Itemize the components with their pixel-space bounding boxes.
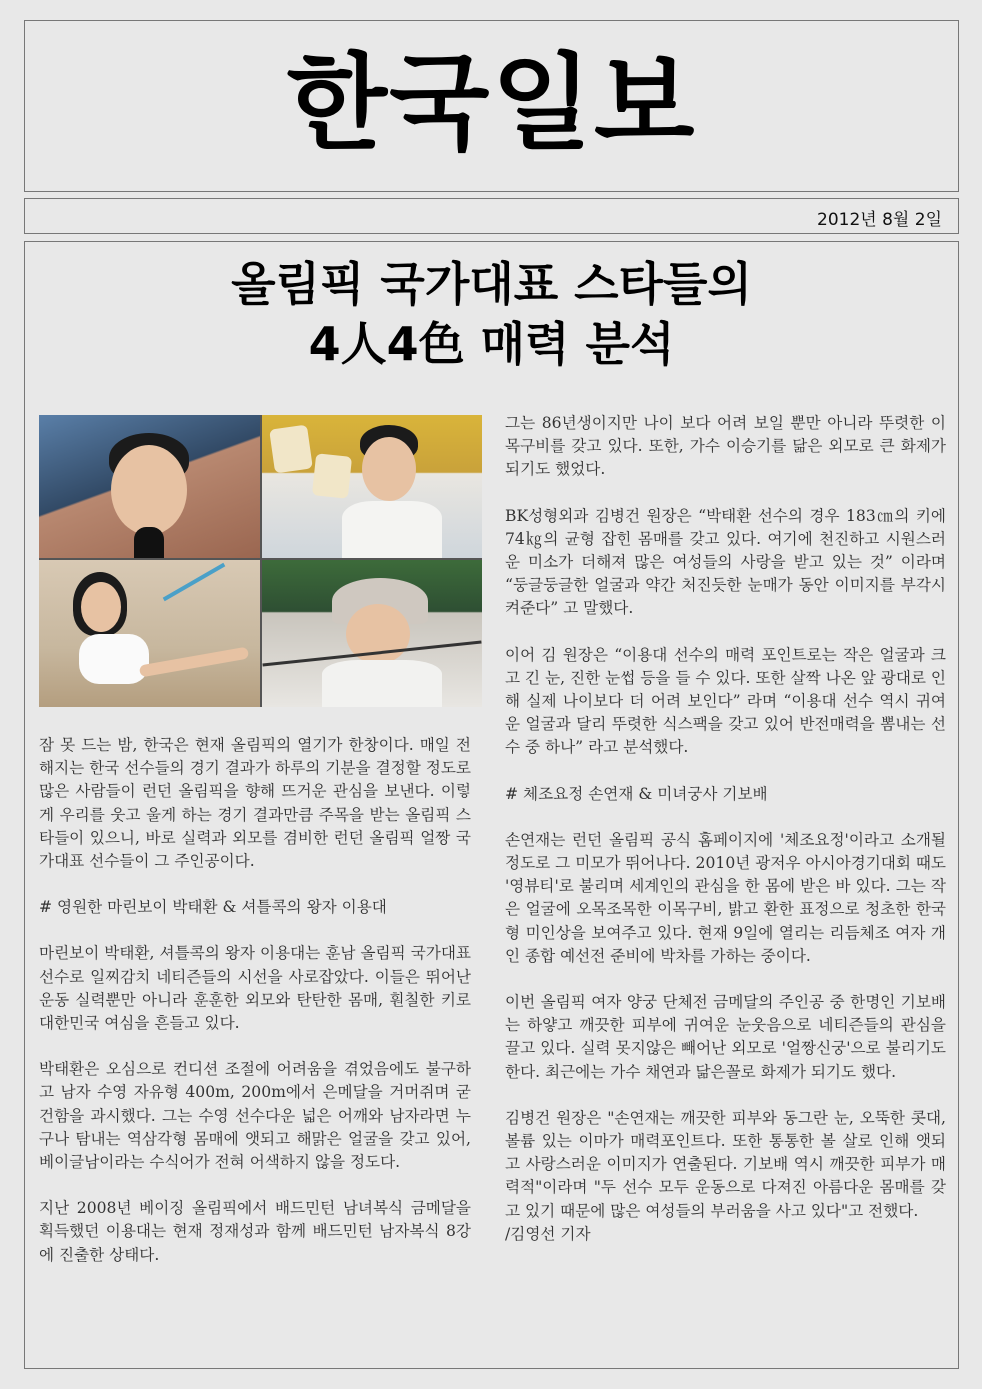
archer-photo [262, 560, 482, 707]
headline-line-1: 올림픽 국가대표 스타들의 [231, 257, 752, 311]
left-column [39, 734, 471, 1290]
section-heading: # 영원한 마린보이 박태환 & 셔틀콕의 왕자 이용대 [39, 898, 387, 917]
paragraph: 이어 김 원장은 “이용대 선수의 매력 포인트로는 작은 얼굴과 크고 긴 눈, 진한 눈썹 등을 들 수 있다. 또한 살짝 나온 앞 광대로 인해 실제 나이보다 더 어려 보인다” 라며 “이용대 선수 역시 귀여운 얼굴과 달리 뚜렷한 식스팩을 갖고 있어 반전매력을 뽐내는 선수 중 하나” 라고 분석했다. [505, 645, 946, 757]
swimmer-photo [39, 415, 260, 558]
article [24, 241, 959, 1369]
right-column [505, 412, 946, 1269]
paragraph: 이번 올림픽 여자 양궁 단체전 금메달의 주인공 중 한명인 기보배는 하얗고 깨끗한 피부에 귀여운 눈웃음으로 네티즌들의 관심을 끌고 있다. 실력 못지않은 빼어난 외모로 '얼짱신궁'으로 불리기도 한다. 최근에는 가수 채연과 닮은꼴로 화제가 되기도 했다. [505, 993, 946, 1081]
paragraph: 박태환은 오심으로 컨디션 조절에 어려움을 겪었음에도 불구하고 남자 수영 자유형 400m, 200m에서 은메달을 거머쥐며 굳건함을 과시했다. 그는 수영 선수다운 넓은 어깨와 남자라면 누구나 탐내는 역삼각형 몸매에 앳되고 해맑은 얼굴을 갖고 있어, 베이글남이라는 수식어가 전혀 어색하지 않을 정도다. [39, 1060, 471, 1172]
date-bar [24, 198, 959, 234]
paragraph: BK성형외과 김병건 원장은 “박태환 선수의 경우 183㎝의 키에 74㎏의 균형 잡힌 몸매를 갖고 있다. 여기에 천진하고 시원스러운 미소가 더해져 많은 여성들의 사랑을 받고 있는 것” 이라며 “둥글둥글한 얼굴과 약간 처진듯한 눈매가 동안 이미지를 부각시켜준다” 고 말했다. [505, 506, 946, 618]
athletes-photo-collage [39, 415, 482, 707]
headline [25, 254, 958, 374]
badminton-player-photo [262, 415, 482, 558]
paragraph: 김병건 원장은 "손연재는 깨끗한 피부와 동그란 눈, 오뚝한 콧대, 볼륨 있는 이마가 매력포인트다. 또한 통통한 볼 살로 인해 앳되고 사랑스러운 이미지가 연출된다. 기보배 역시 깨끗한 피부가 매력적"이라며 "두 선수 모두 운동으로 다져진 아름다운 몸매를 갖고 있기 때문에 많은 여성들의 부러움을 사고 있다"고 전했다. [505, 1108, 946, 1220]
paragraph: 그는 86년생이지만 나이 보다 어려 보일 뿐만 아니라 뚜렷한 이목구비를 갖고 있다. 또한, 가수 이승기를 닮은 외모로 큰 화제가 되기도 했었다. [505, 414, 946, 479]
section-heading: # 체조요정 손연재 & 미녀궁사 기보배 [505, 784, 768, 803]
headline-line-2: 4人4色 매력 분석 [308, 317, 675, 371]
masthead: 한국일보 [286, 42, 697, 164]
paragraph: 잠 못 드는 밤, 한국은 현재 올림픽의 열기가 한창이다. 매일 전해지는 한국 선수들의 경기 결과가 하루의 기분을 결정할 정도로 많은 사람들이 런던 올림픽을 향해 뜨거운 관심을 보낸다. 이렇게 우리를 웃고 울게 하는 경기 결과만큼 주목을 받는 올림픽 스타들이 있으니, 바로 실력과 외모를 겸비한 런던 올림픽 얼짱 국가대표 선수들이 그 주인공이다. [39, 736, 471, 871]
byline: /김영선 기자 [505, 1224, 591, 1243]
masthead-box [24, 20, 959, 192]
paragraph: 마린보이 박태환, 셔틀콕의 왕자 이용대는 훈남 올림픽 국가대표 선수로 일찌감치 네티즌들의 시선을 사로잡았다. 이들은 뛰어난 운동 실력뿐만 아니라 훈훈한 외모와 탄탄한 몸매, 훤칠한 키로 대한민국 여심을 흔들고 있다. [39, 944, 471, 1033]
gymnast-photo [39, 560, 260, 707]
paragraph: 지난 2008년 베이징 올림픽에서 배드민턴 남녀복식 금메달을 획득했던 이용대는 현재 정재성과 함께 배드민턴 남자복식 8강에 진출한 상태다. [39, 1199, 471, 1264]
issue-date: 2012년 8월 2일 [817, 210, 942, 230]
paragraph: 손연재는 런던 올림픽 공식 홈페이지에 '체조요정'이라고 소개될 정도로 그 미모가 뛰어나다. 2010년 광저우 아시아경기대회 때도 '영뷰티'로 불리며 세계인의 관심을 한 몸에 받은 바 있다. 그는 작은 얼굴에 오목조목한 이목구비, 밝고 환한 표정으로 청초한 한국형 미인상을 보여주고 있다. 현재 9일에 열리는 리듬체조 여자 개인 종합 예선전 준비에 박차를 가하는 중이다. [505, 830, 946, 965]
